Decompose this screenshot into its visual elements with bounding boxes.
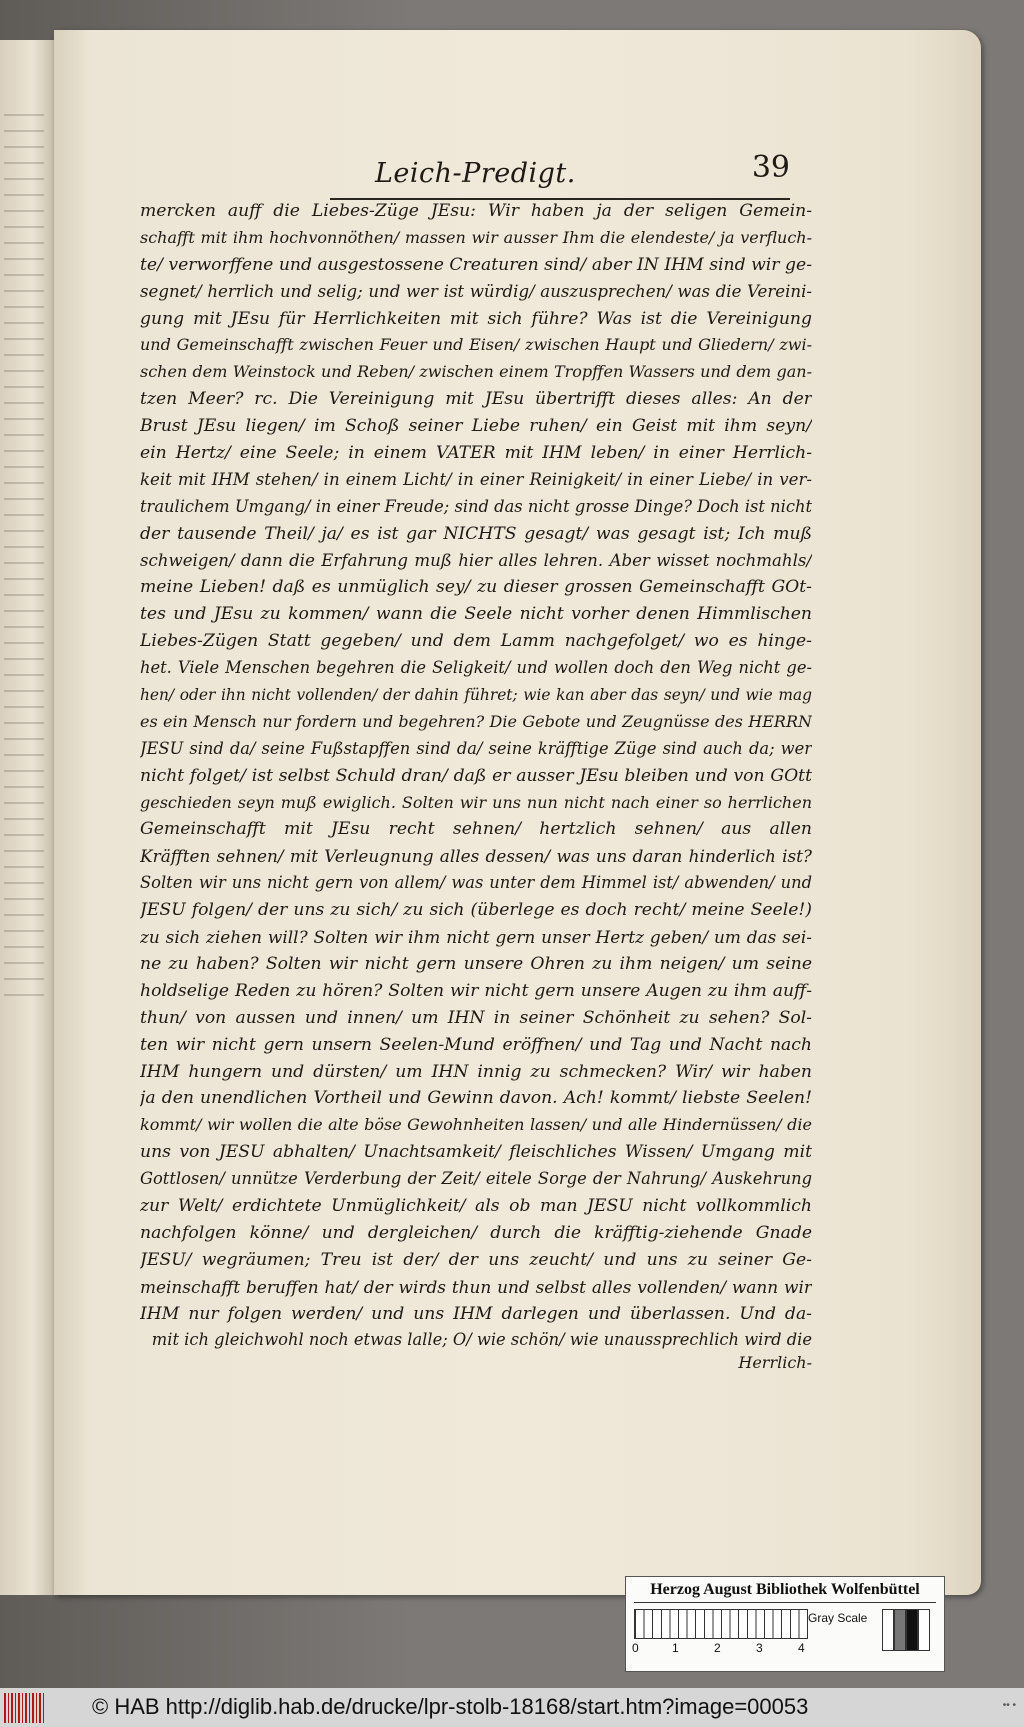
ruler-number: 3: [756, 1641, 763, 1655]
text-line: tes und JEsu zu kommen/ wann die Seele nicht vorher denen Himmlischen: [140, 604, 812, 625]
text-line: schafft mit ihm hochvonnöthen/ massen wir ausser Ihm die elendeste/ ja verfluch-: [140, 227, 812, 247]
text-line: thun/ von aussen und innen/ um IHN in seiner Schönheit zu sehen? Sol-: [140, 1007, 812, 1028]
text-line: gung mit JEsu für Herrlichkeiten mit sich führe? Was ist die Vereinigung: [140, 308, 812, 329]
text-line: Kräfften sehnen/ mit Verleugnung alles dessen/ was uns daran hinderlich ist?: [140, 846, 812, 867]
text-line: nachfolgen könne/ und dergleichen/ durch die kräfftig-ziehende Gnade: [140, 1222, 812, 1243]
text-line: schweigen/ dann die Erfahrung muß hier alles lehren. Aber wisset nochmahls/: [140, 550, 812, 570]
catchword: Herrlich-: [738, 1353, 812, 1372]
corner-marks: •• •: [1002, 1700, 1016, 1711]
footer-bar: [0, 1688, 1024, 1727]
hab-logo-icon: [4, 1693, 46, 1723]
text-line: geschieden seyn muß ewiglich. Solten wir uns nun nicht nach einer so herrlichen: [140, 792, 812, 812]
library-name: Herzog August Bibliothek Wolfenbüttel: [634, 1581, 936, 1603]
running-header: [330, 150, 790, 200]
text-line: JESU sind da/ seine Fußstapffen sind da/ seine kräfftige Züge sind auch da; wer: [140, 738, 812, 758]
ruler-number: 2: [714, 1641, 721, 1655]
text-line: ja den unendlichen Vortheil und Gewinn davon. Ach! kommt/ liebste Seelen!: [140, 1088, 812, 1109]
text-line: meine Lieben! daß es unmüglich sey/ zu dieser grossen Gemeinschafft GOt-: [140, 577, 812, 598]
page-number: 39: [751, 150, 790, 185]
text-line: es ein Mensch nur fordern und begehren? Die Gebote und Zeugnüsse des HERRN: [140, 711, 812, 731]
text-line: uns von JESU abhalten/ Unachtsamkeit/ fleischliches Wissen/ Umgang mit: [140, 1142, 812, 1163]
text-line: schen dem Weinstock und Reben/ zwischen einem Tropffen Wassers und dem gan-: [140, 362, 812, 382]
text-line: zur Welt/ erdichtete Unmüglichkeit/ als ob man JESU nicht vollkommlich: [140, 1195, 812, 1216]
text-line: te/ verworffene und ausgestossene Creaturen sind/ aber IN IHM sind wir ge-: [140, 254, 812, 275]
gray-swatch-black: [906, 1609, 918, 1651]
text-line: zu sich ziehen will? Solten wir ihm nicht gern unser Hertz geben/ um das sei-: [140, 927, 812, 948]
ruler-number: 1: [672, 1641, 679, 1655]
text-line: nicht folget/ ist selbst Schuld dran/ daß er ausser JEsu bleiben und von GOtt: [140, 765, 812, 786]
gray-swatch-white-2: [918, 1609, 930, 1651]
text-line: ne zu haben? Solten wir nicht gern unsere Ohren zu ihm neigen/ um seine: [140, 953, 812, 974]
text-line: het. Viele Menschen begehren die Seligkeit/ und wollen doch den Weg nicht ge-: [140, 658, 812, 678]
text-line: keit mit IHM stehen/ in einem Licht/ in einer Reinigkeit/ in einer Liebe/ in ver-: [140, 469, 812, 489]
scale-ruler: [634, 1609, 808, 1639]
text-line: Liebes-Zügen Statt gegeben/ und dem Lamm nachgefolget/ wo es hinge-: [140, 631, 812, 652]
library-label-card: [625, 1576, 945, 1672]
text-line: JESU folgen/ der uns zu sich/ zu sich (überlege es doch recht/ meine Seele!): [140, 900, 812, 921]
ruler-number: 0: [632, 1641, 639, 1655]
text-line: mercken auff die Liebes-Züge JEsu: Wir haben ja der seligen Gemein-: [140, 201, 812, 221]
text-line: meinschafft beruffen hat/ der wirds thun und selbst alles vollenden/ wann wir: [140, 1276, 812, 1297]
gray-swatch-mid: [894, 1609, 906, 1651]
text-line: hen/ oder ihn nicht vollenden/ der dahin führet; wie kan aber das seyn/ und wie mag: [140, 686, 812, 705]
gray-swatch-white: [882, 1609, 894, 1651]
left-page-edge: [0, 40, 54, 1595]
text-line: kommt/ wir wollen die alte böse Gewohnheiten lassen/ und alle Hindernüssen/ die: [140, 1115, 812, 1135]
ruler-numbers: [634, 1641, 814, 1661]
text-line: der tausende Theil/ ja/ es ist gar NICHTS gesagt/ was gesagt ist; Ich muß: [140, 523, 812, 544]
text-line: tzen Meer? rc. Die Vereinigung mit JEsu übertrifft dieses alles: An der: [140, 389, 812, 410]
text-line: Brust JEsu liegen/ im Schoß seiner Liebe ruhen/ ein Geist mit ihm seyn/: [140, 416, 812, 437]
gray-scale-label: Gray Scale: [808, 1611, 868, 1625]
text-line: Gemeinschafft mit JEsu recht sehnen/ hertzlich sehnen/ aus allen: [140, 819, 812, 840]
text-line: holdselige Reden zu hören? Solten wir nicht gern unsere Augen zu ihm auff-: [140, 980, 812, 1001]
text-line: traulichem Umgang/ in einer Freude; sind das nicht grosse Dinge? Doch ist nicht: [140, 496, 812, 516]
text-line: Solten wir uns nicht gern von allem/ was unter dem Himmel ist/ abwenden/ und: [140, 873, 812, 893]
text-line: IHM nur folgen werden/ und uns IHM darlegen und überlassen. Und da-: [140, 1303, 812, 1324]
text-line: und Gemeinschafft zwischen Feuer und Eisen/ zwischen Haupt und Gliedern/ zwi-: [140, 335, 812, 355]
text-line: Gottlosen/ unnütze Verderbung der Zeit/ eitele Sorge der Nahrung/ Auskehrung: [140, 1169, 812, 1189]
text-line: IHM hungern und dürsten/ um IHN innig zu schmecken? Wir/ wir haben: [140, 1061, 812, 1082]
text-line: mit ich gleichwohl noch etwas lalle; O/ wie schön/ wie unaussprechlich wird die: [151, 1330, 812, 1350]
text-line: ten wir nicht gern unsern Seelen-Mund eröffnen/ und Tag und Nacht nach: [140, 1034, 812, 1055]
running-title: Leich-Predigt.: [375, 158, 576, 189]
text-line: segnet/ herrlich und selig; und wer ist würdig/ auszusprechen/ was die Vereini-: [140, 281, 812, 301]
body-text: [140, 198, 812, 1354]
text-line: ein Hertz/ eine Seele; in einem VATER mit IHM leben/ in einer Herrlich-: [140, 443, 812, 464]
source-url[interactable]: © HAB http://diglib.hab.de/drucke/lpr-stolb-18168/start.htm?image=00053: [92, 1694, 809, 1719]
ruler-number: 4: [798, 1641, 805, 1655]
text-line: JESU/ wegräumen; Treu ist der/ der uns zeucht/ und uns zu seiner Ge-: [140, 1249, 812, 1270]
left-page-text-edge: [4, 100, 44, 1000]
